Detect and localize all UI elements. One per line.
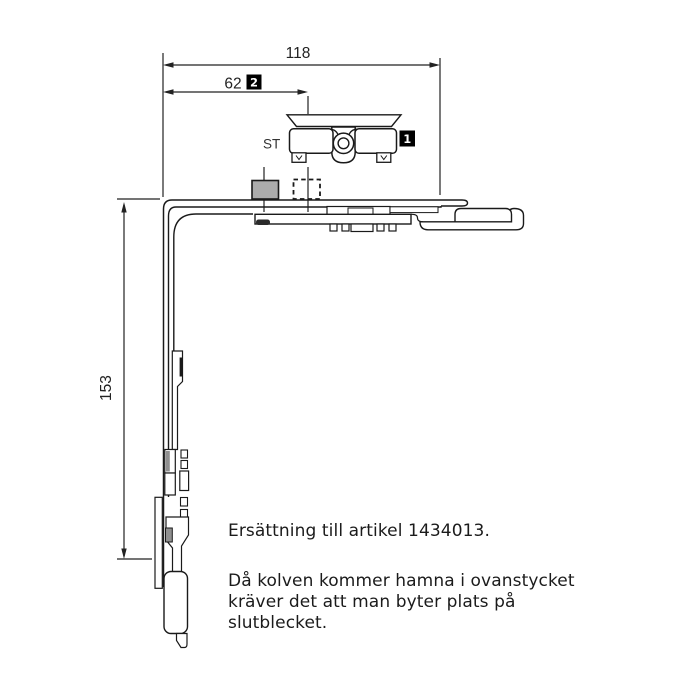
lock-pin-3 bbox=[181, 498, 188, 507]
side-face-plate bbox=[155, 497, 162, 588]
top-rail-hardware bbox=[255, 207, 524, 232]
badge-1-digit: 1 bbox=[403, 132, 412, 146]
badge-1 bbox=[400, 131, 416, 147]
badge-2 bbox=[247, 75, 262, 90]
lock-block-1-shade bbox=[166, 451, 170, 472]
bolt-shade bbox=[166, 528, 173, 542]
rail-bar-right bbox=[390, 207, 438, 213]
bolt-housing-hook bbox=[177, 634, 188, 648]
bolt-neck bbox=[166, 517, 189, 572]
inner-corner-line bbox=[174, 214, 253, 351]
arrow-153-top bbox=[121, 202, 126, 213]
arrow-62-right bbox=[298, 89, 309, 94]
dim-label-118: 118 bbox=[285, 45, 311, 62]
strip-notch bbox=[180, 358, 183, 377]
note-instruction-paragraph bbox=[228, 571, 648, 634]
bolt-housing bbox=[164, 572, 188, 634]
arrow-118-left bbox=[163, 62, 174, 67]
side-hardware bbox=[155, 351, 189, 648]
latch-block-current bbox=[252, 181, 279, 200]
face-plate-tab-2 bbox=[342, 224, 349, 231]
rail-bump bbox=[455, 209, 512, 222]
note-replacement-line: Ersättning till artikel 1434013. bbox=[228, 521, 490, 541]
latch-block-new-position-dashed bbox=[294, 180, 321, 200]
strike-plate-label: ST bbox=[263, 136, 281, 152]
lock-block-2 bbox=[165, 473, 176, 495]
strike-plate-roller-inner bbox=[338, 138, 349, 149]
arrow-62-left bbox=[163, 89, 174, 94]
strike-plate-right-tab bbox=[377, 153, 391, 163]
badge-2-digit: 2 bbox=[249, 75, 259, 90]
face-plate-tab-3 bbox=[377, 224, 384, 231]
notes-block bbox=[228, 521, 648, 634]
face-plate-tab-1 bbox=[330, 224, 337, 231]
dim-label-62: 62 bbox=[224, 75, 242, 93]
arrow-153-bottom bbox=[121, 549, 126, 560]
top-plate-outline bbox=[172, 200, 468, 206]
strike-plate-left-body bbox=[290, 129, 334, 154]
note-instruction-line-3: slutblecket. bbox=[228, 613, 328, 633]
face-plate-tab-4 bbox=[389, 224, 396, 231]
note-instruction-line-2: kräver det att man byter plats på bbox=[228, 592, 516, 612]
note-instruction-line-1: Då kolven kommer hamna i ovanstycket bbox=[228, 571, 575, 591]
lock-pin-2 bbox=[181, 461, 188, 469]
rail-step-connector bbox=[411, 214, 423, 222]
arrow-118-right bbox=[430, 62, 441, 67]
strike-plate-top-flange bbox=[287, 115, 401, 127]
face-plate-end-blob bbox=[256, 220, 270, 226]
lock-pin-1 bbox=[181, 450, 188, 458]
face-plate-top bbox=[255, 214, 411, 224]
strike-plate-drawing bbox=[287, 115, 401, 163]
face-plate-tab-wide bbox=[351, 224, 373, 232]
strike-plate-left-tab bbox=[292, 153, 306, 163]
lock-bar-right bbox=[180, 471, 189, 491]
dim-label-153: 153 bbox=[98, 375, 115, 401]
strike-plate-right-body bbox=[355, 129, 397, 154]
